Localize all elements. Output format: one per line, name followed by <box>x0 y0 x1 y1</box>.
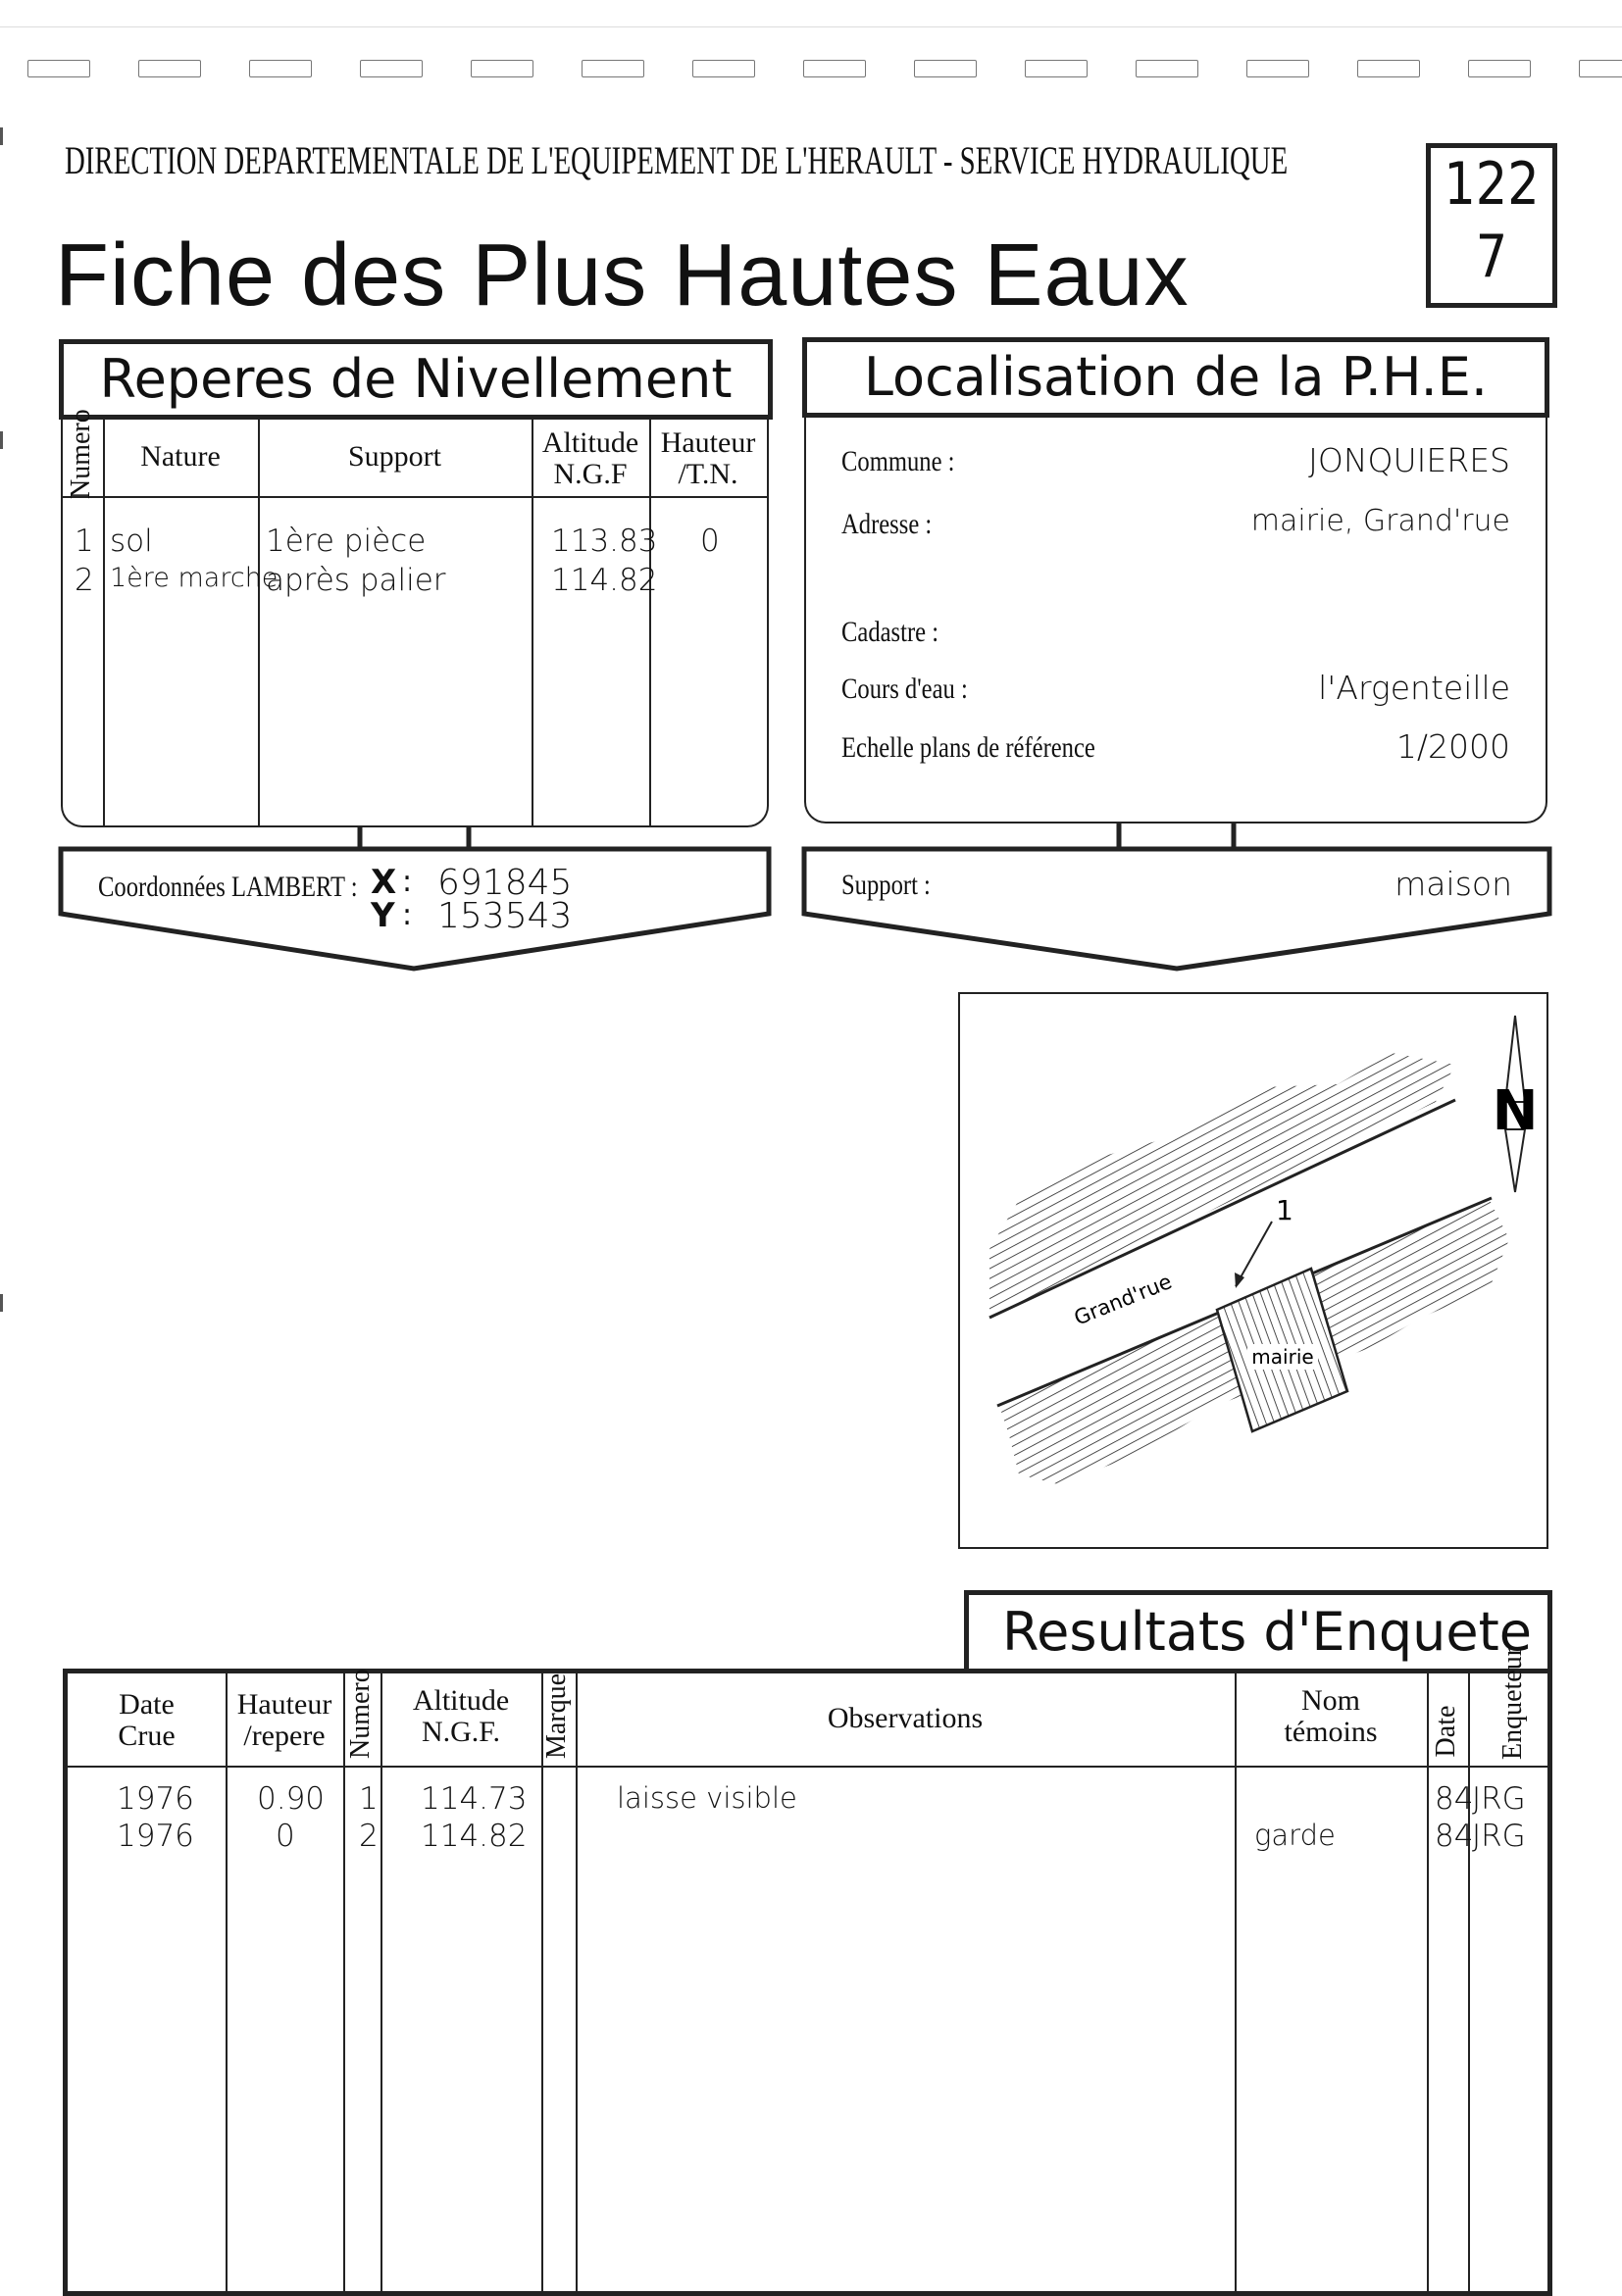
row-numero: 2 <box>75 563 94 598</box>
plan-drawing <box>960 994 1546 1547</box>
cadastre-label: Cadastre : <box>841 616 939 648</box>
reference-marker: 1 <box>1276 1194 1293 1226</box>
row-support: 1ère pièce <box>266 524 427 559</box>
col-hauteur-repere: Hauteur /repere <box>236 1688 332 1752</box>
row-date: 84 <box>1435 1819 1474 1854</box>
organisation-header: DIRECTION DEPARTEMENTALE DE L'EQUIPEMENT DE L'HERAULT - SERVICE HYDRAULIQUE <box>65 138 1289 182</box>
row-enqueteur: JRG <box>1472 1819 1526 1854</box>
col-observations: Observations <box>827 1702 984 1734</box>
row-observations: laisse visible <box>617 1781 797 1815</box>
reperes-title: Reperes de Nivellement <box>59 339 773 420</box>
row-date: 84 <box>1435 1781 1474 1817</box>
resultats-table <box>63 1646 1552 2296</box>
col-numero: Numero <box>345 1669 376 1759</box>
row-numero: 1 <box>359 1781 379 1817</box>
x-colon: : <box>402 865 413 899</box>
adresse-value: mairie, Grand'rue <box>1250 504 1510 538</box>
row-altitude: 113.83 <box>551 524 658 559</box>
col-nom-temoins: Nom témoins <box>1284 1684 1378 1748</box>
support-label: Support : <box>841 869 931 901</box>
arrow-box-shapes <box>0 0 1622 980</box>
x-value: 691845 <box>437 863 573 903</box>
row-hauteur: 0 <box>700 524 720 559</box>
row-altitude: 114.73 <box>421 1781 528 1817</box>
col-marque: Marque <box>541 1672 572 1759</box>
north-label: N <box>1492 1079 1539 1143</box>
lambert-label: Coordonnées LAMBERT : <box>98 871 358 903</box>
row-date-crue: 1976 <box>117 1819 194 1854</box>
support-value: maison <box>1394 865 1512 903</box>
resultats-title: Resultats d'Enquete <box>1002 1601 1532 1663</box>
col-hauteur: Hauteur /T.N. <box>660 426 756 490</box>
col-altitude: Altitude N.G.F. <box>412 1684 510 1748</box>
resultats-title-box <box>964 1590 1552 1669</box>
row-nature: sol <box>110 524 153 559</box>
row-enqueteur: JRG <box>1472 1781 1526 1817</box>
street-label: Grand'rue <box>1070 1270 1176 1330</box>
reference-bottom: 7 <box>1475 223 1508 291</box>
row-numero: 2 <box>359 1819 379 1854</box>
col-enqueteur: Enqueteur <box>1497 1646 1528 1760</box>
commune-label: Commune : <box>841 445 955 477</box>
col-date-crue: Date Crue <box>118 1688 176 1752</box>
y-colon: : <box>402 898 413 932</box>
localisation-title: Localisation de la P.H.E. <box>802 337 1549 418</box>
row-numero: 1 <box>75 524 94 559</box>
row-nom: garde <box>1254 1819 1336 1852</box>
page-title: Fiche des Plus Hautes Eaux <box>55 226 1190 324</box>
row-nature: 1ère marche <box>110 563 279 593</box>
location-plan <box>958 992 1548 1549</box>
col-numero: Numero <box>66 409 96 499</box>
col-nature: Nature <box>140 440 221 473</box>
margin-mark <box>0 1294 3 1312</box>
row-altitude: 114.82 <box>551 563 658 598</box>
y-value: 153543 <box>437 896 573 936</box>
row-hauteur: 0.90 <box>257 1781 326 1817</box>
row-support: après palier <box>266 563 446 598</box>
x-label: X <box>371 863 397 902</box>
row-altitude: 114.82 <box>421 1819 528 1854</box>
echelle-value: 1/2000 <box>1395 727 1510 766</box>
col-altitude: Altitude N.G.F <box>541 426 639 490</box>
cours-label: Cours d'eau : <box>841 673 968 705</box>
adresse-label: Adresse : <box>841 508 933 540</box>
reference-top: 122 <box>1444 150 1540 219</box>
row-date-crue: 1976 <box>117 1781 194 1817</box>
col-support: Support <box>347 440 441 473</box>
commune-value: JONQUIERES <box>1308 441 1510 479</box>
cours-value: l'Argenteille <box>1318 669 1510 707</box>
echelle-label: Echelle plans de référence <box>841 731 1095 764</box>
col-date: Date <box>1431 1705 1461 1758</box>
row-hauteur: 0 <box>276 1819 295 1854</box>
y-label: Y <box>371 896 395 935</box>
building-label: mairie <box>1251 1345 1314 1369</box>
